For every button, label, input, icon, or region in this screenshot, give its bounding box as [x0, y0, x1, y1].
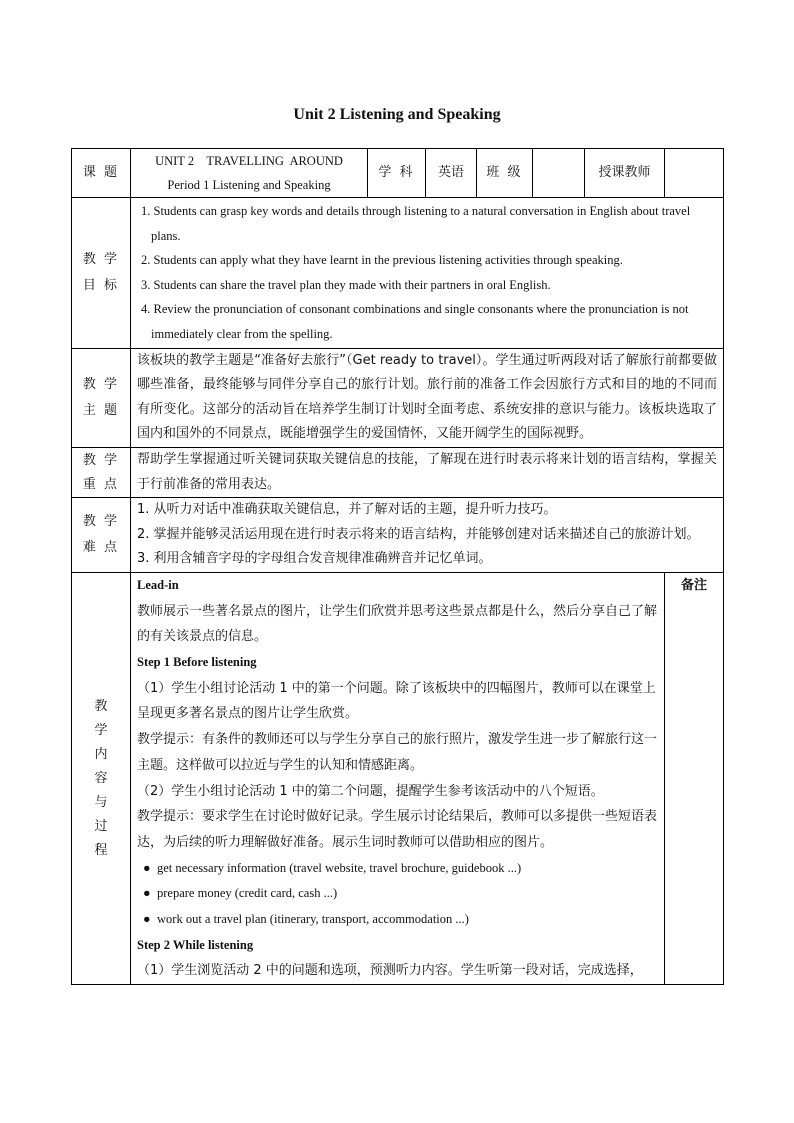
objectives-label: 教 学 目 标	[72, 198, 131, 349]
subject-label: 学 科	[368, 149, 426, 198]
process-label	[72, 572, 131, 984]
step1-title: Step 1 Before listening	[137, 655, 257, 670]
step2-title: Step 2 While listening	[137, 937, 254, 952]
difficulty-item: 3. 利用含辅音字母的字母组合发音规律准确辨音并记忆单词。	[137, 551, 492, 567]
objectives-content	[131, 198, 724, 349]
key-points-row	[72, 447, 724, 497]
list-item-text: work out a travel plan (itinerary, transport, accommodation ...)	[157, 912, 469, 927]
list-item	[137, 856, 658, 882]
page-title: Unit 2 Listening and Speaking	[293, 106, 501, 123]
process-content	[131, 572, 665, 984]
teacher-label: 授课教师	[585, 149, 665, 198]
topic-value	[131, 149, 368, 198]
objective-item: 3. Students can share the travel plan they made with their partners in oral English.	[141, 277, 551, 292]
class-value	[533, 149, 585, 198]
step1-paragraph: （1）学生小组讨论活动 1 中的第一个问题。除了该板块中的四幅图片，教师可以在课堂上呈现更多著名景点的图片让学生欣赏。	[137, 680, 656, 722]
topic-line-2: Period 1 Listening and Speaking	[167, 178, 331, 192]
step1-paragraph: （2）学生小组讨论活动 1 中的第二个问题，提醒学生参考该活动中的八个短语。	[137, 783, 604, 799]
bullet-icon: ●	[143, 912, 151, 927]
process-label-char: 内	[94, 746, 108, 762]
class-label: 班 级	[477, 149, 533, 198]
process-label-char: 程	[94, 842, 108, 858]
process-label-char: 与	[94, 794, 108, 810]
difficulties-row	[72, 498, 724, 573]
objective-item: 1. Students can grasp key words and details through listening to a natural conversation in English about travel plans.	[141, 204, 691, 243]
difficulty-item: 2. 掌握并能够灵活运用现在进行时表示将来的语言结构，并能够创建对话来描述自己的旅游计划。	[137, 526, 700, 542]
process-label-char: 过	[94, 818, 108, 834]
header-row	[72, 149, 724, 198]
step2-paragraph: （1）学生浏览活动 2 中的问题和选项，预测听力内容。学生听第一段对话，完成选择，	[137, 963, 643, 979]
step1-tip: 教学提示：要求学生在讨论时做好记录。学生展示讨论结果后，教师可以多提供一些短语表达，为后续的听力理解做好准备。展示生词时教师可以借助相应的图片。	[137, 809, 658, 850]
note-column: 备注	[665, 572, 724, 984]
topic-label: 课 题	[72, 149, 131, 198]
list-item-text: get necessary information (travel website, travel brochure, guidebook ...)	[157, 860, 522, 875]
objectives-row	[72, 198, 724, 349]
process-label-char: 教	[94, 698, 108, 714]
theme-label: 教 学 主 题	[72, 348, 131, 447]
list-item	[137, 907, 658, 933]
theme-content: 该板块的教学主题是“准备好去旅行”（Get ready to travel）。学生通过听两段对话了解旅行前都要做哪些准备，最终能够与同伴分享自己的旅行计划。旅行前的准备工作会因旅行方式和目的地的不同而有所变化。这部分的活动旨在培养学生制订计划时全面考虑、系统安排的意识与能力。该板块选取了国内和国外的不同景点，既能增强学生的爱国情怀，又能开阔学生的国际视野。	[131, 348, 724, 447]
bullet-icon: ●	[143, 886, 151, 901]
process-label-char: 容	[94, 770, 108, 786]
process-row	[72, 572, 724, 984]
lead-in-text: 教师展示一些著名景点的图片，让学生们欣赏并思考这些景点都是什么，然后分享自己了解的有关该景点的信息。	[137, 603, 658, 645]
bullet-icon: ●	[143, 860, 151, 875]
lesson-plan-table	[71, 148, 724, 985]
difficulty-item: 1. 从听力对话中准确获取关键信息，并了解对话的主题，提升听力技巧。	[137, 502, 557, 518]
lead-in-title: Lead-in	[137, 577, 179, 592]
objective-item: 2. Students can apply what they have learnt in the previous listening activities through speaking.	[141, 253, 623, 268]
key-points-label: 教 学 重 点	[72, 447, 131, 497]
difficulties-content	[131, 498, 724, 573]
subject-value: 英语	[426, 149, 477, 198]
process-label-char: 学	[94, 722, 108, 738]
objective-item: 4. Review the pronunciation of consonant combinations and single consonants where the pronunciation is not immediately clear from the spelling.	[141, 302, 689, 341]
difficulties-label: 教 学 难 点	[72, 498, 131, 573]
list-item	[137, 881, 658, 907]
topic-line-1: UNIT 2 TRAVELLING AROUND	[155, 154, 343, 168]
list-item-text: prepare money (credit card, cash ...)	[157, 886, 338, 901]
teacher-value	[665, 149, 724, 198]
key-points-content: 帮助学生掌握通过听关键词获取关键信息的技能，了解现在进行时表示将来计划的语言结构，掌握关于行前准备的常用表达。	[131, 447, 724, 497]
step1-tip: 教学提示：有条件的教师还可以与学生分享自己的旅行照片，激发学生进一步了解旅行这一主题。这样做可以拉近与学生的认知和情感距离。	[137, 732, 658, 773]
theme-row	[72, 348, 724, 447]
